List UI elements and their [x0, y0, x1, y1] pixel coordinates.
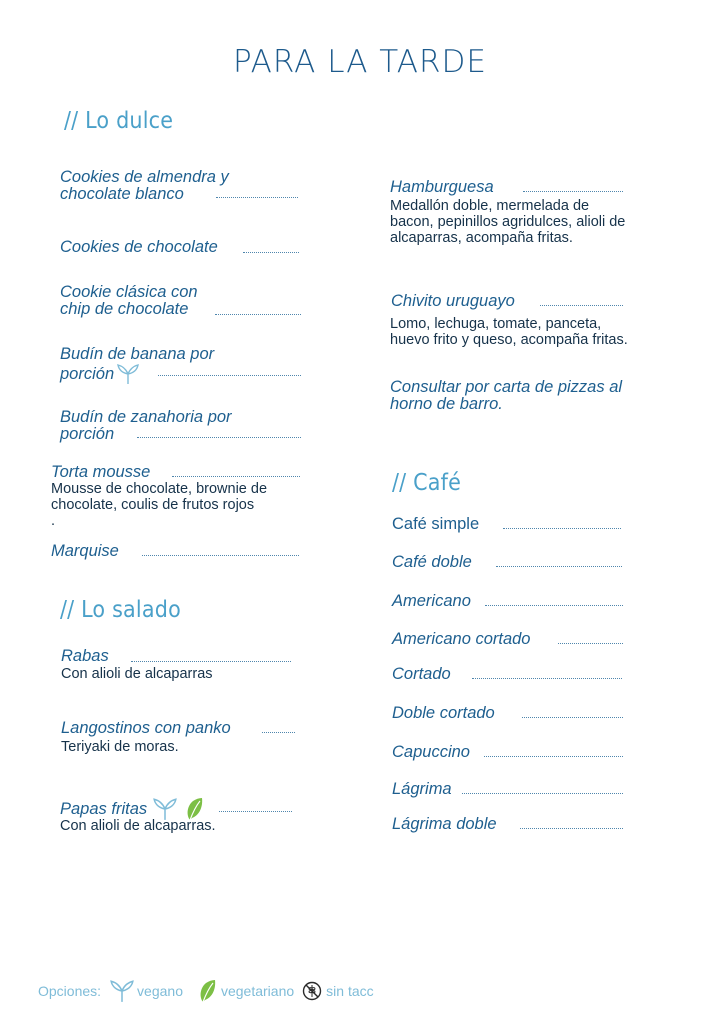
menu-item-langostinos: Langostinos con panko — [61, 719, 231, 737]
price-leader — [243, 252, 299, 253]
menu-item-description: Con alioli de alcaparras — [61, 666, 213, 682]
menu-item-papas-fritas: Papas fritas — [60, 797, 204, 821]
price-leader — [558, 643, 623, 644]
menu-item-rabas: Rabas — [61, 647, 109, 665]
page-title: PARA LA TARDE — [232, 44, 488, 80]
price-leader — [215, 314, 301, 315]
price-leader — [172, 476, 300, 477]
price-leader — [484, 756, 623, 757]
price-leader — [219, 811, 292, 812]
sprout-icon — [116, 363, 140, 385]
menu-item-description: Lomo, lechuga, tomate, panceta, huevo frito y queso, acompaña fritas. — [390, 316, 628, 348]
legend-vegetariano: vegetariano — [220, 983, 295, 999]
menu-item-description: Con alioli de alcaparras. — [60, 818, 216, 834]
price-leader — [137, 437, 301, 438]
price-leader — [158, 375, 301, 376]
menu-item-cortado: Cortado — [392, 665, 451, 683]
section-dulce-title: // Lo dulce — [64, 108, 174, 134]
legend-vegano: vegano — [137, 983, 183, 999]
price-leader — [131, 661, 291, 662]
menu-item-marquise: Marquise — [51, 542, 119, 560]
price-leader — [262, 732, 295, 733]
menu-item-description: Medallón doble, mermelada de bacon, pepinillos agridulces, alioli de alcaparras, acompaña fritas. — [390, 198, 626, 246]
price-leader — [496, 566, 622, 567]
menu-item-capuccino: Capuccino — [392, 743, 470, 761]
price-leader — [522, 717, 623, 718]
menu-item-cookie-clasica: Cookie clásica con chip de chocolate — [60, 283, 198, 318]
price-leader — [503, 528, 621, 529]
gluten-free-icon — [302, 981, 322, 1001]
menu-item-budin-zanahoria: Budín de zanahoria por porción — [60, 408, 232, 443]
menu-item-lagrima-doble: Lágrima doble — [392, 815, 497, 833]
pizzas-note: Consultar por carta de pizzas al horno de barro. — [390, 378, 623, 413]
price-leader — [142, 555, 299, 556]
menu-item-budin-banana: Budín de banana por porción — [60, 346, 214, 385]
price-leader — [485, 605, 623, 606]
legend-sin-tacc: sin tacc — [326, 983, 374, 999]
menu-item-hamburguesa: Hamburguesa — [390, 178, 494, 196]
menu-item-description: Mousse de chocolate, brownie de chocolate, coulis de frutos rojos . — [51, 481, 268, 529]
menu-item-cafe-doble: Café doble — [392, 553, 472, 571]
menu-item-cafe-simple: Café simple — [392, 515, 480, 533]
menu-item-torta-mousse: Torta mousse — [51, 463, 151, 481]
price-leader — [472, 678, 622, 679]
sprout-icon — [109, 979, 135, 1003]
section-cafe-title: // Café — [392, 470, 462, 496]
menu-item-cookies-chocolate: Cookies de chocolate — [60, 238, 218, 256]
price-leader — [462, 793, 623, 794]
menu-item-chivito: Chivito uruguayo — [391, 292, 515, 310]
menu-item-lagrima: Lágrima — [392, 780, 452, 798]
price-leader — [520, 828, 623, 829]
price-leader — [216, 197, 298, 198]
options-legend — [38, 979, 378, 1003]
price-leader — [540, 305, 623, 306]
menu-item-description: Teriyaki de moras. — [61, 739, 179, 755]
section-salado-title: // Lo salado — [60, 597, 181, 623]
legend-label: Opciones: — [38, 983, 102, 999]
menu-item-americano-cortado: Americano cortado — [392, 630, 531, 648]
leaf-icon — [197, 979, 217, 1003]
menu-item-doble-cortado: Doble cortado — [392, 704, 495, 722]
price-leader — [523, 191, 623, 192]
menu-item-cookies-almendra: Cookies de almendra y chocolate blanco — [60, 168, 229, 203]
menu-item-americano: Americano — [392, 592, 471, 610]
